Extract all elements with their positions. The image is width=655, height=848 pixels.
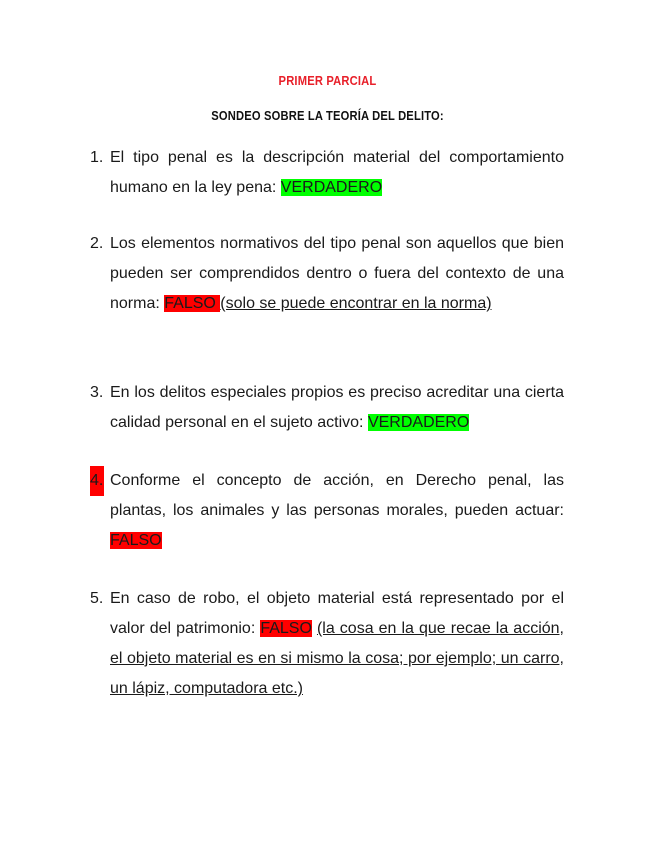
question-item-2: [90, 229, 564, 319]
question-number-highlighted: 4.: [90, 466, 104, 496]
question-text: En caso de robo, el objeto material está representado por el valor del patrimonio:: [110, 590, 564, 637]
answer-note: (solo se puede encontrar en la norma): [220, 295, 492, 312]
question-text: En los delitos especiales propios es preciso acreditar una cierta calidad personal en el sujeto activo:: [110, 384, 564, 431]
question-text: El tipo penal es la descripción material del comportamiento humano en la ley pena:: [110, 149, 564, 196]
answer-badge-false: FALSO: [110, 532, 162, 549]
question-text-block: [110, 378, 564, 438]
page-subtitle: SONDEO SOBRE LA TEORÍA DEL DELITO:: [211, 108, 444, 123]
answer-badge-false: FALSO: [260, 620, 312, 637]
question-text-block: [110, 229, 564, 319]
answer-badge-true: VERDADERO: [367, 414, 470, 431]
question-item-3: [90, 378, 564, 438]
answer-badge-false: FALSO: [164, 295, 221, 312]
question-item-1: [90, 143, 564, 203]
question-text-block: [110, 466, 564, 556]
question-number: 1.: [90, 149, 104, 166]
question-text: Conforme el concepto de acción, en Derecho penal, las plantas, los animales y las personas morales, pueden actuar:: [110, 472, 564, 519]
question-number: 3.: [90, 384, 104, 401]
question-item-4: [90, 466, 564, 556]
question-text: Los elementos normativos del tipo penal son aquellos que bien pueden ser comprendidos dentro o fuera del contexto de una norma:: [110, 235, 564, 312]
question-text-block: [110, 584, 564, 704]
page-title: PRIMER PARCIAL: [278, 73, 377, 88]
answer-badge-true: VERDADERO: [280, 179, 383, 196]
question-number: 5.: [90, 590, 104, 607]
question-text-block: [110, 143, 564, 203]
question-number: 2.: [90, 235, 104, 252]
answer-note: (la cosa en la que recae la acción, el objeto material es en si mismo la cosa; por ejemplo; un carro, un lápiz, computadora etc.): [110, 620, 565, 697]
question-item-5: [90, 584, 564, 704]
